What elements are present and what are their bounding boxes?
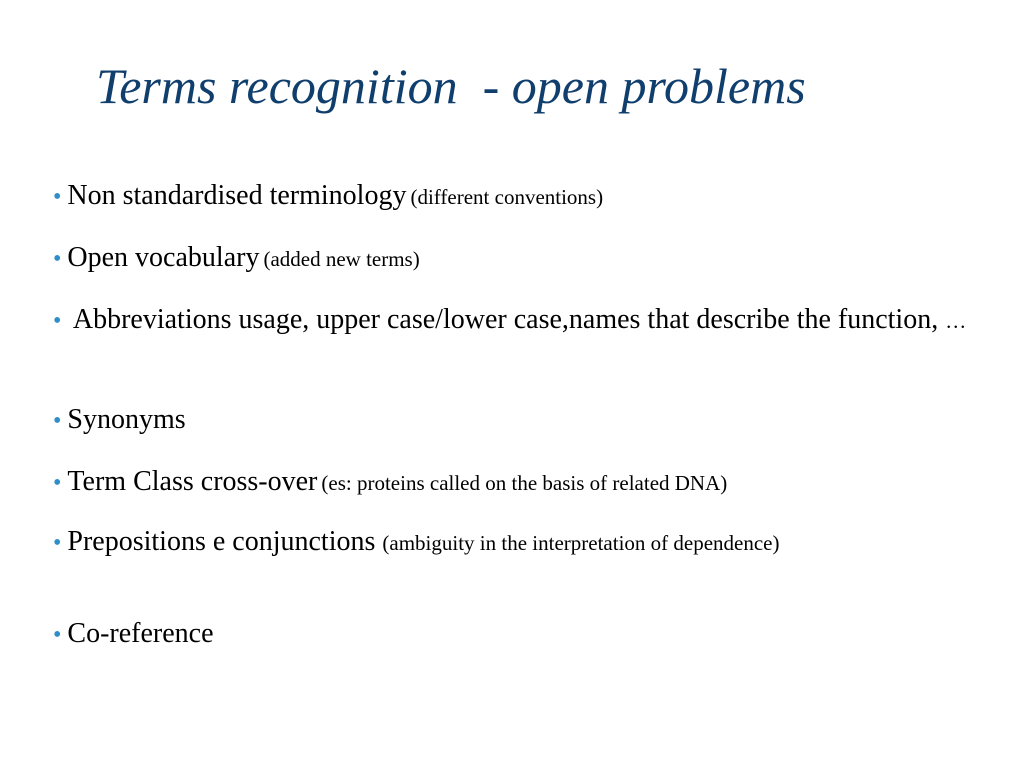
slide-title: Terms recognition - open problems [96,58,806,114]
bullet-icon: • [53,246,62,272]
bullet-icon: • [53,308,62,334]
bullet-text: Co-reference [67,618,214,649]
bullet-text: Synonyms [67,404,186,435]
bullet-item [53,178,983,240]
bullet-text: Term Class cross-over [67,466,318,497]
bullet-text: Open vocabulary [67,242,260,273]
bullet-item [53,464,983,524]
bullet-item [53,616,983,656]
bullet-note: (different conventions) [410,185,604,209]
bullet-icon: • [53,622,62,648]
bullet-icon: • [53,408,62,434]
bullet-note: (es: proteins called on the basis of related DNA) [321,471,728,495]
bullet-item [53,302,983,402]
bullet-list [53,178,983,656]
bullet-item [53,524,983,616]
bullet-note: … [945,309,967,333]
bullet-icon: • [53,470,62,496]
bullet-icon: • [53,184,62,210]
bullet-text: Prepositions e conjunctions [67,526,376,557]
bullet-note: (ambiguity in the interpretation of dependence) [382,531,780,555]
bullet-icon: • [53,530,62,556]
bullet-text: Non standardised terminology [67,180,407,211]
bullet-item [53,240,983,302]
bullet-item [53,402,983,464]
bullet-text: Abbreviations usage, upper case/lower case,names that describe the function, [67,304,939,335]
bullet-note: (added new terms) [263,247,420,271]
